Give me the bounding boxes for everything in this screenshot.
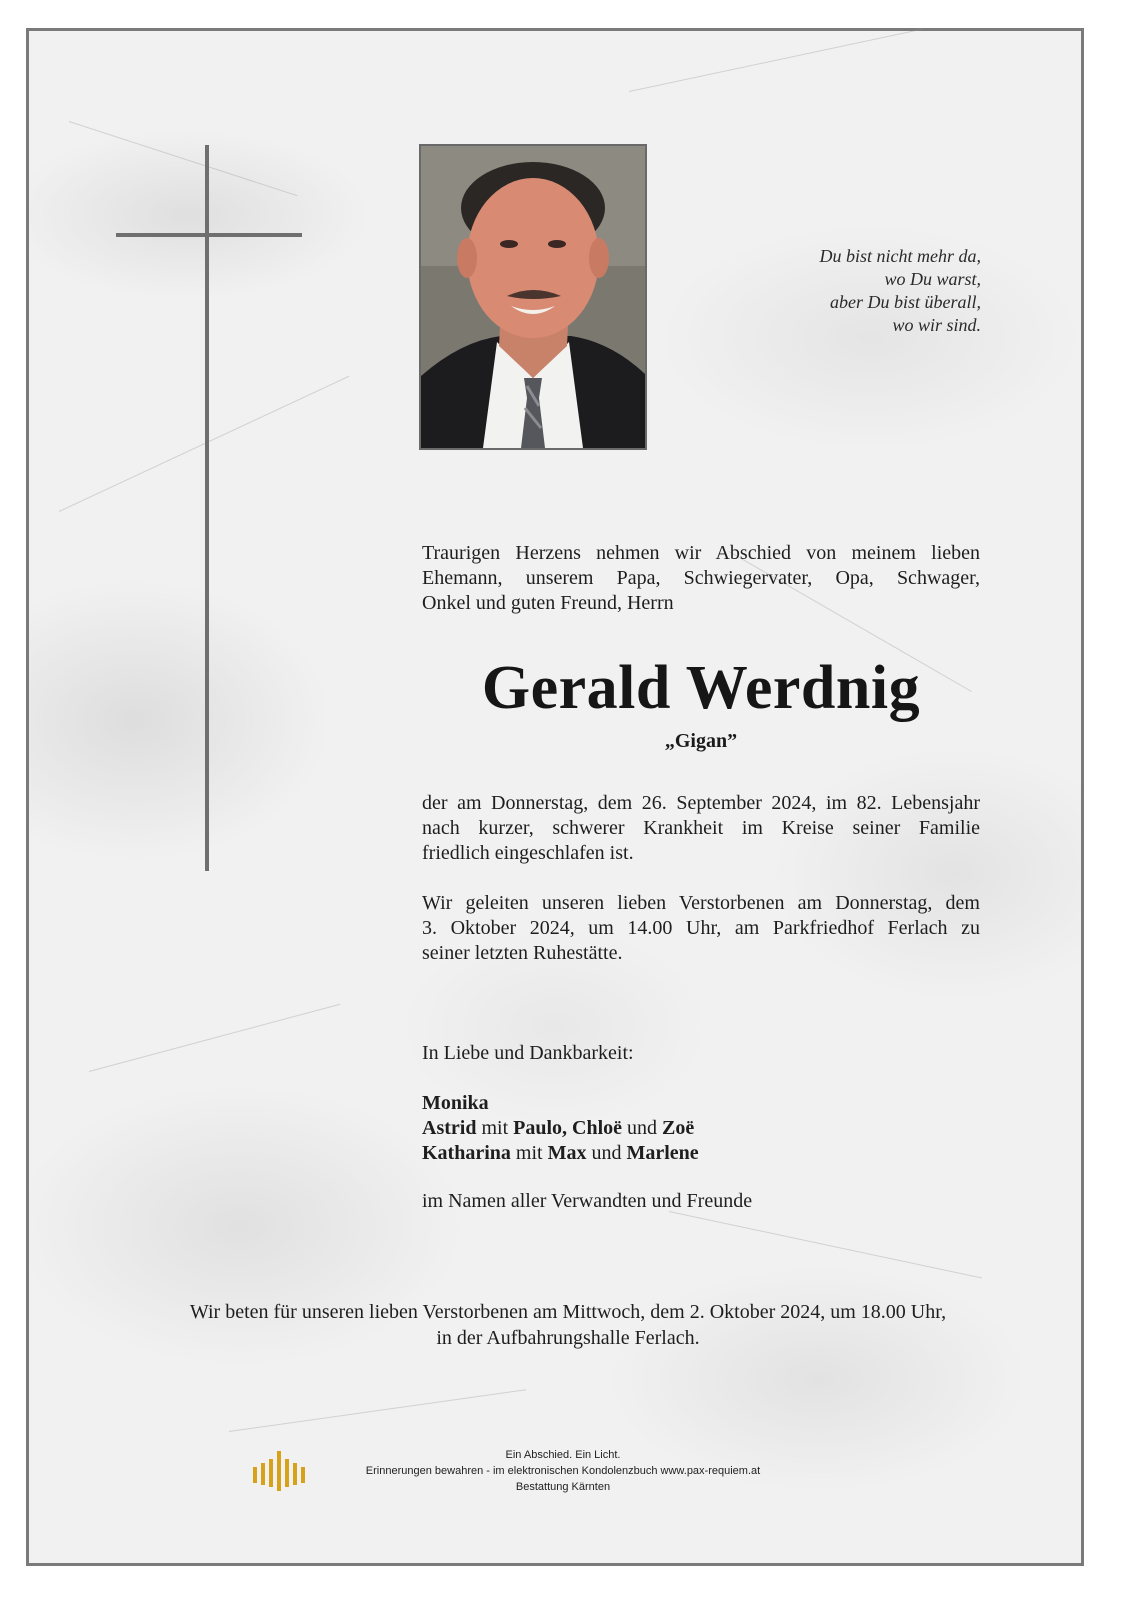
obituary-card: [26, 28, 1084, 1566]
mourners-heading: In Liebe und Dankbarkeit:: [422, 1042, 634, 1064]
funeral-line: Wir geleiten unseren lieben Verstorbenen am Donnerstag, dem: [422, 892, 980, 914]
mourner-row: [422, 1141, 699, 1166]
funeral-line: 3. Oktober 2024, um 14.00 Uhr, am Parkfriedhof Ferlach zu: [422, 917, 980, 939]
connector-text: und: [622, 1117, 663, 1139]
intro-line: Onkel und guten Freund, Herrn: [422, 592, 674, 614]
intro-line: Ehemann, unserem Papa, Schwiegervater, Opa, Schwager,: [422, 567, 980, 589]
connector-text: und: [586, 1142, 627, 1164]
marble-vein: [59, 376, 349, 512]
connector-text: mit: [510, 1142, 548, 1164]
death-notice-line: nach kurzer, schwerer Krankheit im Kreise seiner Familie: [422, 817, 980, 839]
deceased-nickname: „Gigan”: [664, 730, 738, 752]
quote-line: wo wir sind.: [892, 315, 981, 335]
mourner-name: Max: [547, 1142, 587, 1164]
cross-icon-horizontal: [116, 233, 302, 237]
quote-line: wo Du warst,: [884, 269, 981, 289]
mourner-row: [422, 1091, 489, 1116]
marble-vein: [229, 1389, 526, 1432]
memorial-quote: [661, 245, 981, 337]
prayer-notice: [63, 1299, 1073, 1351]
footer-condolence-link[interactable]: Erinnerungen bewahren - im elektronischen Kondolenzbuch www.pax-requiem.at: [365, 1465, 761, 1477]
death-notice-paragraph: [422, 791, 980, 866]
mourner-name: Astrid: [422, 1117, 477, 1139]
cross-icon-vertical: [205, 145, 209, 871]
mourner-name: Marlene: [626, 1142, 699, 1164]
quote-line: Du bist nicht mehr da,: [819, 246, 981, 266]
connector-text: mit: [476, 1117, 514, 1139]
footer: [253, 1447, 873, 1495]
footer-company: Bestattung Kärnten: [515, 1481, 611, 1493]
mourner-row: [422, 1116, 694, 1141]
marble-vein: [69, 121, 298, 196]
prayer-line: Wir beten für unseren lieben Verstorbenen am Mittwoch, dem 2. Oktober 2024, um 18.00 Uhr,: [189, 1301, 947, 1323]
intro-line: Traurigen Herzens nehmen wir Abschied von meinem lieben: [422, 542, 980, 564]
mourners-closing: im Namen aller Verwandten und Freunde: [422, 1190, 753, 1212]
funeral-paragraph: [422, 891, 980, 966]
intro-paragraph: [422, 541, 980, 616]
funeral-line: seiner letzten Ruhestätte.: [422, 942, 623, 964]
marble-vein: [89, 1004, 340, 1072]
mourner-name: Zoë: [662, 1117, 695, 1139]
mourner-name: Monika: [422, 1092, 489, 1114]
mourner-name: Paulo, Chloë: [513, 1117, 623, 1139]
prayer-line: in der Aufbahrungshalle Ferlach.: [436, 1327, 700, 1349]
deceased-name: Gerald Werdnig: [481, 654, 921, 722]
footer-tagline: Ein Abschied. Ein Licht.: [505, 1449, 621, 1461]
mourner-name: Katharina: [422, 1142, 511, 1164]
marble-vein: [669, 1211, 982, 1279]
portrait-photo: [419, 144, 647, 450]
quote-line: aber Du bist überall,: [830, 292, 981, 312]
portrait-illustration: [421, 146, 645, 448]
death-notice-line: friedlich eingeschlafen ist.: [422, 842, 634, 864]
marble-vein: [629, 29, 923, 92]
death-notice-line: der am Donnerstag, dem 26. September 2024, im 82. Lebensjahr: [422, 792, 980, 814]
